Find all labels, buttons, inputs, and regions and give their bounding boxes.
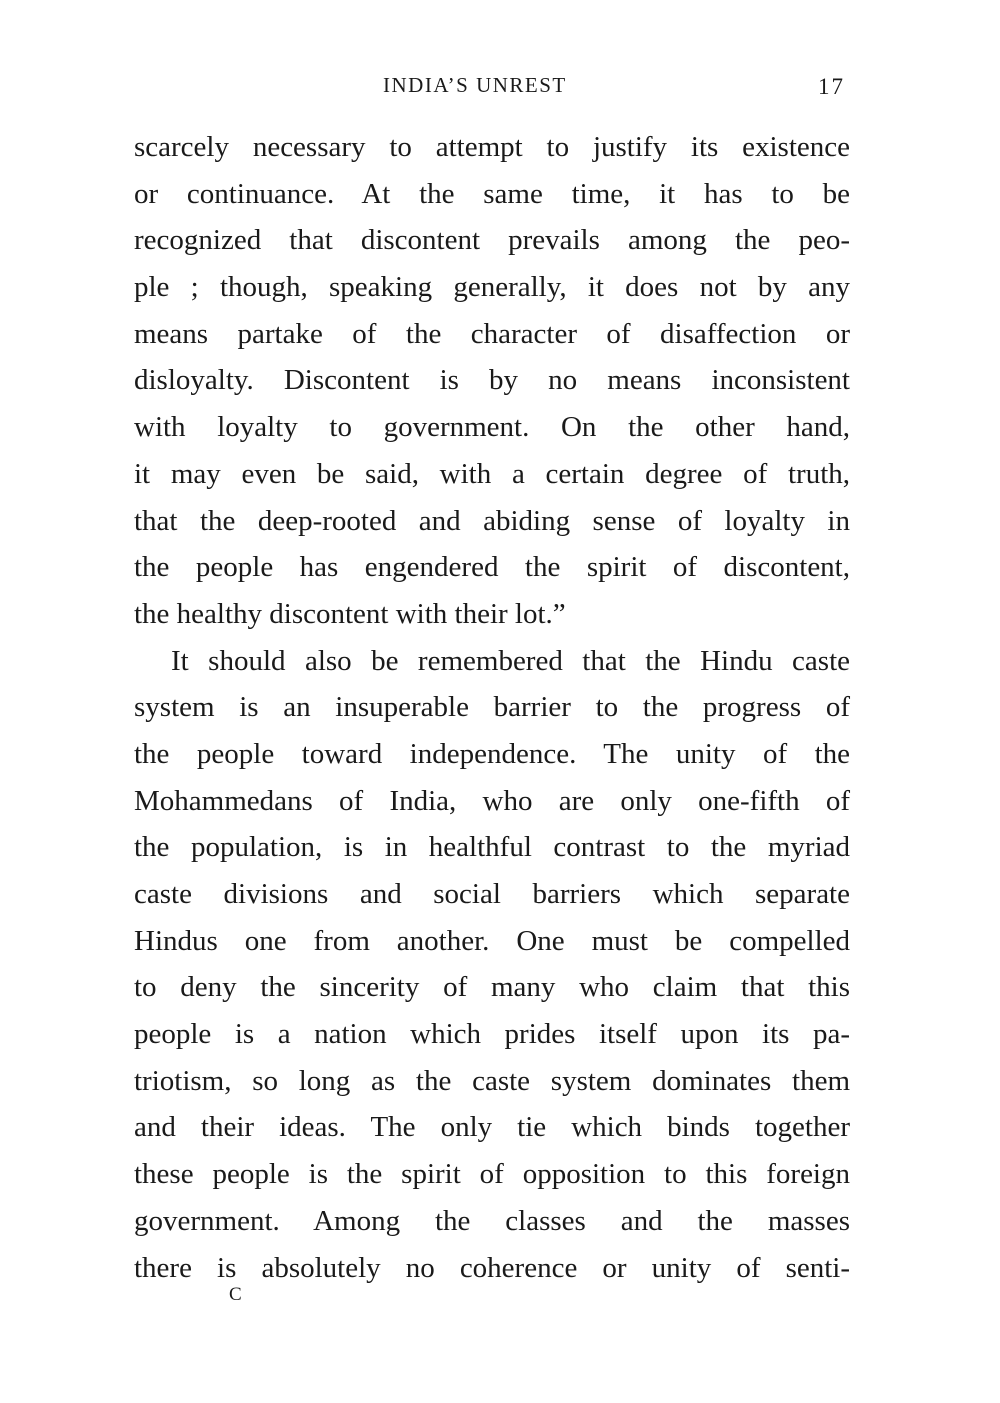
text-line: recognized that discontent prevails among the peo- bbox=[134, 224, 850, 257]
paragraph-2 bbox=[134, 638, 850, 1292]
text-line: Hindus one from another. One must be compelled bbox=[134, 924, 850, 957]
text-line: or continuance. At the same time, it has to be bbox=[134, 177, 850, 210]
text-line: scarcely necessary to attempt to justify its existence bbox=[134, 131, 850, 163]
text-line: system is an insuperable barrier to the progress of bbox=[134, 691, 850, 724]
text-line: with loyalty to government. On the other hand, bbox=[134, 411, 850, 444]
text-line: the people has engendered the spirit of discontent, bbox=[134, 551, 850, 584]
text-line: ple ; though, speaking generally, it does not by any bbox=[134, 271, 850, 304]
text-line: government. Among the classes and the masses bbox=[134, 1204, 850, 1237]
text-line: disloyalty. Discontent is by no means inconsistent bbox=[134, 364, 850, 397]
signature-mark: C bbox=[229, 1284, 243, 1305]
text-line: to deny the sincerity of many who claim that this bbox=[134, 971, 850, 1004]
running-head bbox=[0, 70, 1000, 100]
page-number: 17 bbox=[818, 74, 845, 99]
text-line: and their ideas. The only tie which binds together bbox=[134, 1111, 850, 1144]
text-line: people is a nation which prides itself upon its pa- bbox=[134, 1018, 850, 1051]
text-line: there is absolutely no coherence or unity of senti- bbox=[134, 1251, 850, 1284]
text-line: the healthy discontent with their lot.” bbox=[134, 597, 566, 630]
body-text bbox=[134, 124, 850, 1291]
running-title: INDIA’S UNREST bbox=[383, 73, 567, 97]
paragraph-1 bbox=[134, 124, 850, 638]
text-line: these people is the spirit of opposition to this foreign bbox=[134, 1158, 850, 1191]
text-line: means partake of the character of disaffection or bbox=[134, 317, 850, 350]
text-line: that the deep-rooted and abiding sense of loyalty in bbox=[134, 504, 850, 537]
text-line: it may even be said, with a certain degree of truth, bbox=[134, 457, 850, 490]
text-line: Mohammedans of India, who are only one-fifth of bbox=[134, 784, 850, 817]
text-line: the people toward independence. The unity of the bbox=[134, 737, 850, 770]
text-line: the population, is in healthful contrast to the myriad bbox=[134, 831, 850, 864]
text-line: It should also be remembered that the Hindu caste bbox=[171, 644, 850, 677]
text-line: caste divisions and social barriers which separate bbox=[134, 878, 850, 910]
text-line: triotism, so long as the caste system dominates them bbox=[134, 1064, 850, 1097]
